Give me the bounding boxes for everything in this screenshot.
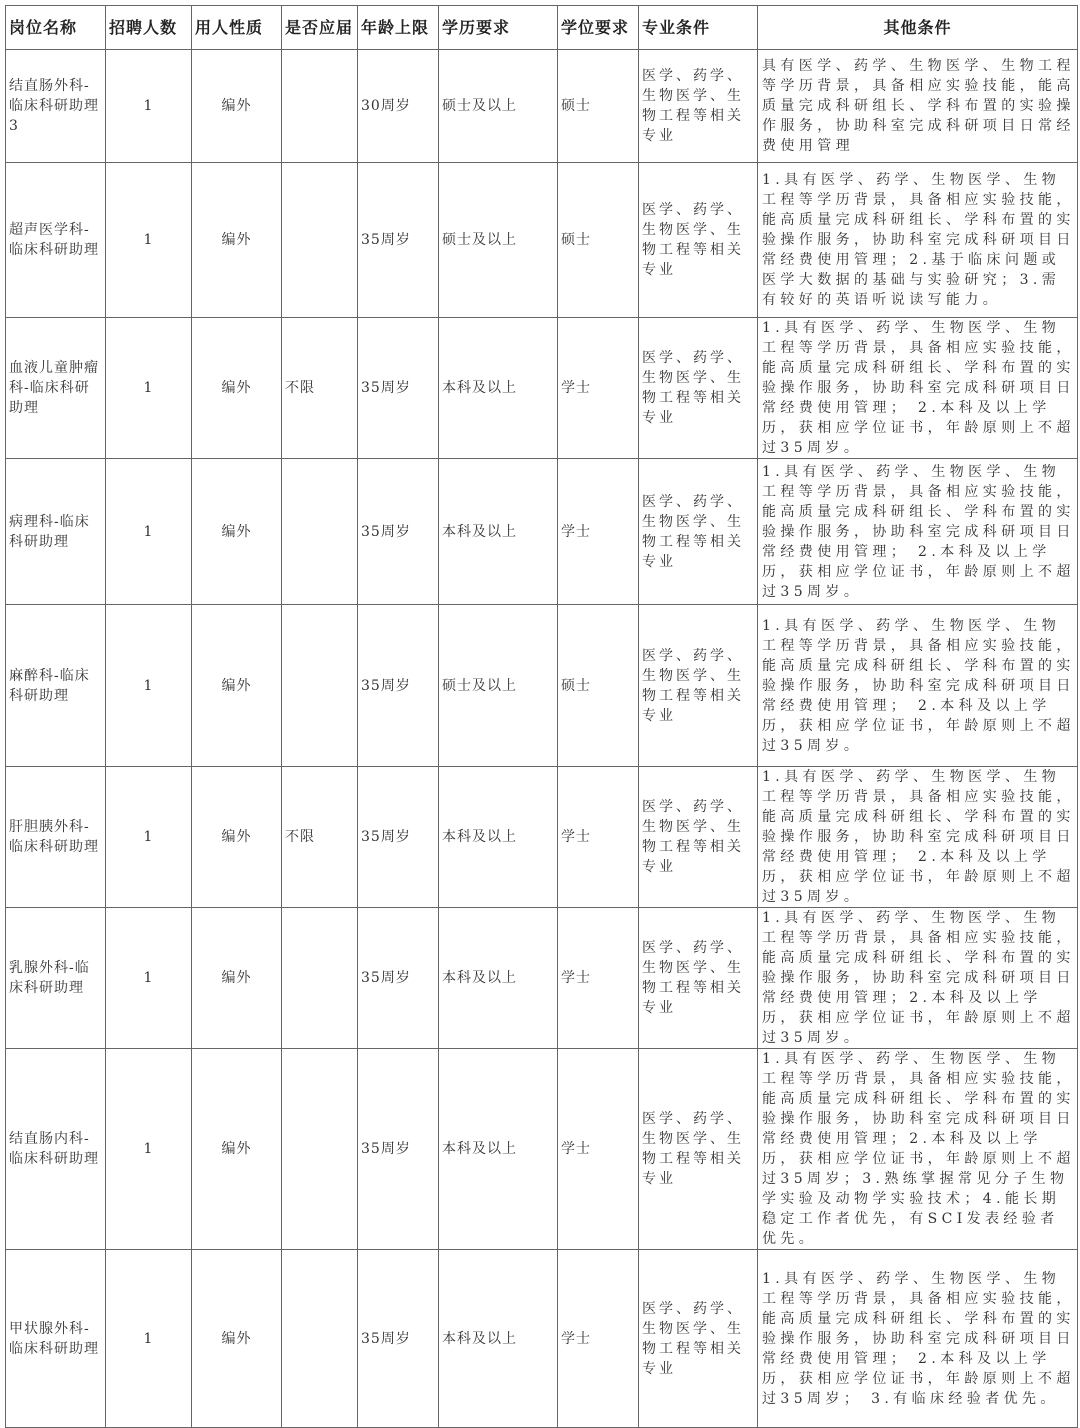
cell-major: 医学、药学、生物医学、生物工程等相关专业: [639, 50, 758, 163]
cell-hire-count: 1: [106, 605, 192, 767]
header-degree: 学位要求: [558, 6, 639, 50]
cell-major: 医学、药学、生物医学、生物工程等相关专业: [639, 767, 758, 908]
cell-other-conditions: 1.具有医学、药学、生物医学、生物工程等学历背景，具备相应实验技能，能高质量完成科研组长、学科布置的实验操作服务，协助科室完成科研项目日常经费使用管理； 2.本科及以上学历，获相应学位证书，年龄原则上不超过35周岁。: [758, 459, 1078, 605]
cell-employment-type: 编外: [192, 459, 282, 605]
cell-major: 医学、药学、生物医学、生物工程等相关专业: [639, 1049, 758, 1250]
header-age-limit: 年龄上限: [358, 6, 439, 50]
cell-position-name: 血液儿童肿瘤科-临床科研助理: [6, 318, 106, 459]
cell-age-limit: 35周岁: [358, 605, 439, 767]
cell-position-name: 乳腺外科-临床科研助理: [6, 908, 106, 1049]
cell-education: 本科及以上: [439, 1049, 558, 1250]
cell-hire-count: 1: [106, 163, 192, 318]
cell-fresh-graduate: 不限: [282, 318, 358, 459]
cell-major: 医学、药学、生物医学、生物工程等相关专业: [639, 459, 758, 605]
cell-degree: 学士: [558, 908, 639, 1049]
cell-position-name: 麻醉科-临床科研助理: [6, 605, 106, 767]
cell-education: 本科及以上: [439, 767, 558, 908]
cell-employment-type: 编外: [192, 908, 282, 1049]
cell-other-conditions: 1.具有医学、药学、生物医学、生物工程等学历背景，具备相应实验技能，能高质量完成科研组长、学科布置的实验操作服务，协助科室完成科研项目日常经费使用管理； 2.本科及以上学历，获相应学位证书，年龄原则上不超过35周岁。: [758, 605, 1078, 767]
cell-position-name: 结直肠内科-临床科研助理: [6, 1049, 106, 1250]
job-requirements-table: [5, 5, 1078, 1428]
cell-position-name: 超声医学科-临床科研助理: [6, 163, 106, 318]
cell-position-name: 结直肠外科-临床科研助理3: [6, 50, 106, 163]
cell-age-limit: 30周岁: [358, 50, 439, 163]
cell-employment-type: 编外: [192, 1250, 282, 1428]
header-major: 专业条件: [639, 6, 758, 50]
cell-employment-type: 编外: [192, 50, 282, 163]
table-row: [6, 1049, 1078, 1250]
cell-age-limit: 35周岁: [358, 1049, 439, 1250]
cell-age-limit: 35周岁: [358, 908, 439, 1049]
cell-degree: 学士: [558, 459, 639, 605]
cell-major: 医学、药学、生物医学、生物工程等相关专业: [639, 163, 758, 318]
cell-education: 硕士及以上: [439, 605, 558, 767]
cell-education: 本科及以上: [439, 459, 558, 605]
table-row: [6, 605, 1078, 767]
cell-hire-count: 1: [106, 908, 192, 1049]
header-employment-type: 用人性质: [192, 6, 282, 50]
header-other-conditions: 其他条件: [758, 6, 1078, 50]
cell-degree: 硕士: [558, 50, 639, 163]
cell-hire-count: 1: [106, 50, 192, 163]
cell-position-name: 肝胆胰外科-临床科研助理: [6, 767, 106, 908]
cell-employment-type: 编外: [192, 767, 282, 908]
cell-other-conditions: 1.具有医学、药学、生物医学、生物工程等学历背景，具备相应实验技能，能高质量完成科研组长、学科布置的实验操作服务，协助科室完成科研项目日常经费使用管理； 2.本科及以上学历，获相应学位证书，年龄原则上不超过35周岁。: [758, 318, 1078, 459]
cell-fresh-graduate: [282, 605, 358, 767]
header-fresh-graduate: 是否应届: [282, 6, 358, 50]
cell-major: 医学、药学、生物医学、生物工程等相关专业: [639, 908, 758, 1049]
table-row: [6, 1250, 1078, 1428]
cell-degree: 硕士: [558, 605, 639, 767]
cell-position-name: 病理科-临床科研助理: [6, 459, 106, 605]
cell-employment-type: 编外: [192, 1049, 282, 1250]
cell-hire-count: 1: [106, 459, 192, 605]
table-row: [6, 50, 1078, 163]
cell-employment-type: 编外: [192, 163, 282, 318]
cell-hire-count: 1: [106, 318, 192, 459]
cell-degree: 学士: [558, 767, 639, 908]
cell-fresh-graduate: [282, 50, 358, 163]
cell-age-limit: 35周岁: [358, 767, 439, 908]
table-header-row: [6, 6, 1078, 50]
cell-employment-type: 编外: [192, 318, 282, 459]
cell-degree: 学士: [558, 1250, 639, 1428]
table-row: [6, 459, 1078, 605]
cell-degree: 硕士: [558, 163, 639, 318]
cell-degree: 学士: [558, 1049, 639, 1250]
cell-fresh-graduate: [282, 908, 358, 1049]
cell-fresh-graduate: 不限: [282, 767, 358, 908]
table-row: [6, 767, 1078, 908]
header-position-name: 岗位名称: [6, 6, 106, 50]
cell-education: 本科及以上: [439, 318, 558, 459]
cell-major: 医学、药学、生物医学、生物工程等相关专业: [639, 1250, 758, 1428]
cell-position-name: 甲状腺外科-临床科研助理: [6, 1250, 106, 1428]
cell-age-limit: 35周岁: [358, 318, 439, 459]
cell-hire-count: 1: [106, 1049, 192, 1250]
cell-age-limit: 35周岁: [358, 459, 439, 605]
cell-education: 硕士及以上: [439, 163, 558, 318]
cell-other-conditions: 具有医学、药学、生物医学、生物工程等学历背景，具备相应实验技能，能高质量完成科研组长、学科布置的实验操作服务，协助科室完成科研项目日常经费使用管理: [758, 50, 1078, 163]
cell-education: 硕士及以上: [439, 50, 558, 163]
cell-fresh-graduate: [282, 1250, 358, 1428]
cell-other-conditions: 1.具有医学、药学、生物医学、生物工程等学历背景，具备相应实验技能，能高质量完成科研组长、学科布置的实验操作服务，协助科室完成科研项目日常经费使用管理；2.本科及以上学历，获相应学位证书，年龄原则上不超过35周岁。: [758, 908, 1078, 1049]
cell-degree: 学士: [558, 318, 639, 459]
cell-hire-count: 1: [106, 1250, 192, 1428]
cell-education: 本科及以上: [439, 908, 558, 1049]
cell-major: 医学、药学、生物医学、生物工程等相关专业: [639, 605, 758, 767]
cell-age-limit: 35周岁: [358, 1250, 439, 1428]
table-row: [6, 908, 1078, 1049]
cell-other-conditions: 1.具有医学、药学、生物医学、生物工程等学历背景，具备相应实验技能，能高质量完成科研组长、学科布置的实验操作服务，协助科室完成科研项目日常经费使用管理；2.基于临床问题或医学大数据的基础与实验研究；3.需有较好的英语听说读写能力。: [758, 163, 1078, 318]
cell-major: 医学、药学、生物医学、生物工程等相关专业: [639, 318, 758, 459]
cell-other-conditions: 1.具有医学、药学、生物医学、生物工程等学历背景，具备相应实验技能，能高质量完成科研组长、学科布置的实验操作服务，协助科室完成科研项目日常经费使用管理； 2.本科及以上学历，获相应学位证书，年龄原则上不超过35周岁。: [758, 767, 1078, 908]
cell-employment-type: 编外: [192, 605, 282, 767]
header-education: 学历要求: [439, 6, 558, 50]
cell-fresh-graduate: [282, 1049, 358, 1250]
cell-hire-count: 1: [106, 767, 192, 908]
cell-other-conditions: 1.具有医学、药学、生物医学、生物工程等学历背景，具备相应实验技能，能高质量完成科研组长、学科布置的实验操作服务，协助科室完成科研项目日常经费使用管理； 2.本科及以上学历，获相应学位证书，年龄原则上不超过35周岁； 3.有临床经验者优先。: [758, 1250, 1078, 1428]
table-row: [6, 163, 1078, 318]
table-row: [6, 318, 1078, 459]
cell-age-limit: 35周岁: [358, 163, 439, 318]
cell-other-conditions: 1.具有医学、药学、生物医学、生物工程等学历背景，具备相应实验技能，能高质量完成科研组长、学科布置的实验操作服务，协助科室完成科研项目日常经费使用管理；2.本科及以上学历，获相应学位证书，年龄原则上不超过35周岁；3.熟练掌握常见分子生物学实验及动物学实验技术；4.能长期稳定工作者优先，有SCI发表经验者优先。: [758, 1049, 1078, 1250]
cell-fresh-graduate: [282, 163, 358, 318]
cell-education: 本科及以上: [439, 1250, 558, 1428]
cell-fresh-graduate: [282, 459, 358, 605]
header-hire-count: 招聘人数: [106, 6, 192, 50]
